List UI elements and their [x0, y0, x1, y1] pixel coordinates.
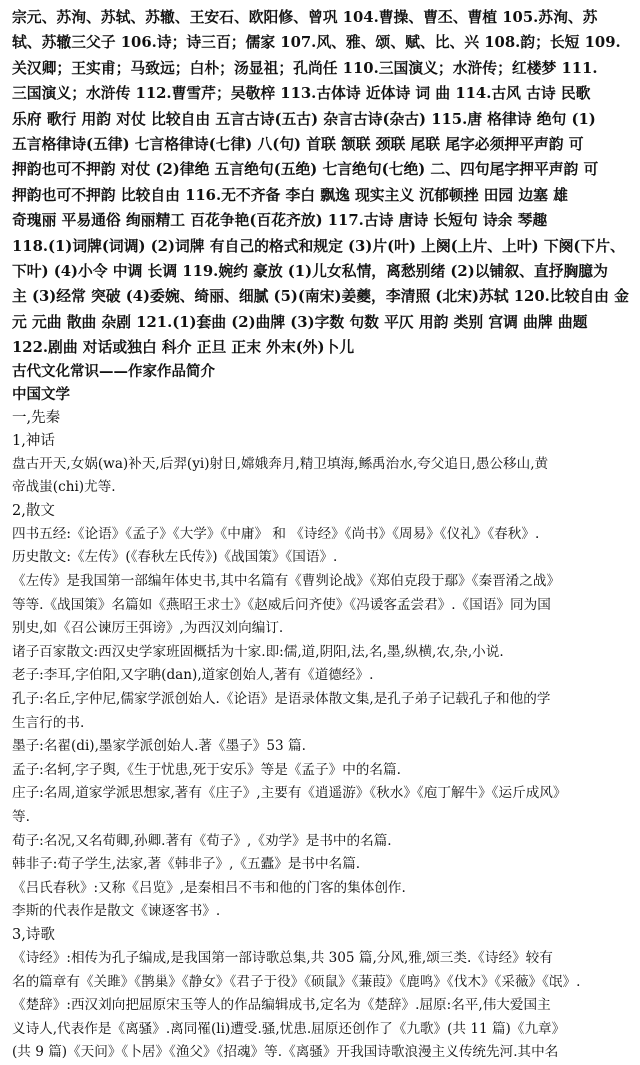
text-line: 帝战蚩(chi)尤等.	[12, 479, 116, 496]
text-line: 等.	[12, 809, 30, 825]
section-title: 古代文化常识——作家作品简介	[12, 363, 215, 380]
text-line: 诸子百家散文:西汉史学家班固概括为十家.即:儒,道,阴阳,法,名,墨,纵横,农,杂,小说.	[12, 643, 504, 660]
subheading-poetry: 3,诗歌	[12, 926, 55, 943]
prose-paragraph	[12, 523, 626, 924]
answer-line: 五言格律诗(五律) 七言格律诗(七律) 八(句) 首联 颔联 颈联 尾联 尾字必须押平声韵 可	[12, 136, 584, 154]
text-line: 等等.《战国策》名篇如《燕昭王求士》《赵威后问齐使》《冯谖客孟尝君》.《国语》同为国	[12, 596, 551, 613]
answer-line: 元 元曲 散曲 杂剧 121.(1)套曲 (2)曲牌 (3)字数 句数 平仄 用韵 类别 宫调 曲牌 曲题	[12, 313, 588, 331]
text-line: 老子:李耳,字伯阳,又字聃(dan),道家创始人,著有《道德经》.	[12, 667, 374, 684]
myth-paragraph	[12, 453, 626, 500]
answer-line: 三国演义；水浒传 112.曹雪芹；吴敬梓 113.古体诗 近体诗 词 曲 114.古风 古诗 民歌	[12, 85, 591, 103]
text-line: 荀子:名况,又名荀卿,孙卿.著有《荀子》,《劝学》是书中的名篇.	[12, 832, 392, 849]
part-heading-pre-qin: 一,先秦	[12, 409, 61, 426]
text-line: 《左传》是我国第一部编年体史书,其中名篇有《曹刿论战》《郑伯克段于鄢》《秦晋淆之战》	[12, 573, 561, 590]
text-line: 《吕氏春秋》:又称《吕览》,是秦相吕不韦和他的门客的集体创作.	[12, 879, 406, 896]
answer-line: 轼、苏辙三父子 106.诗；诗三百；儒家 107.风、雅、颂、赋、比、兴 108.韵；长短 109.	[12, 34, 621, 52]
poetry-paragraph	[12, 947, 626, 1065]
literature-title: 中国文学	[12, 386, 70, 403]
answer-line: 奇瑰丽 平易通俗 绚丽精工 百花争艳(百花齐放) 117.古诗 唐诗 长短句 诗余 琴趣	[12, 212, 548, 230]
answer-line: 主 (3)经常 突破 (4)委婉、绮丽、细腻 (5)(南宋)姜夔，李清照 (北宋)苏轼 120.比较自由 金	[12, 288, 629, 306]
answer-line: 关汉卿；王实甫；马致远；白朴；汤显祖；孔尚任 110.三国演义；水浒传；红楼梦 111.	[12, 59, 598, 77]
text-line: 韩非子:荀子学生,法家,著《韩非子》,《五蠹》是书中名篇.	[12, 856, 361, 873]
text-line: 《诗经》:相传为孔子编成,是我国第一部诗歌总集,共 305 篇,分风,雅,颂三类.《诗经》较有	[12, 949, 553, 966]
text-line: 孟子:名轲,字子舆,《生于忧患,死于安乐》等是《孟子》中的名篇.	[12, 761, 401, 778]
answer-line: 押韵也可不押韵 对仗 (2)律绝 五言绝句(五绝) 七言绝句(七绝) 二、四句尾字押平声韵 可	[12, 161, 599, 179]
answer-line: 下叶) (4)小令 中调 长调 119.婉约 豪放 (1)儿女私情，离愁别绪 (2)以铺叙、直抒胸臆为	[12, 263, 608, 281]
text-line: 庄子:名周,道家学派思想家,著有《庄子》,主要有《逍遥游》《秋水》《庖丁解牛》《运斤成风》	[12, 785, 567, 802]
subheading-myth: 1,神话	[12, 432, 55, 449]
answer-line: 122.剧曲 对话或独白 科介 正旦 正末 外末(外)卜儿	[12, 339, 355, 357]
text-line: 生言行的书.	[12, 714, 85, 731]
text-line: 墨子:名翟(di),墨家学派创始人.著《墨子》53 篇.	[12, 738, 306, 755]
text-line: 义诗人,代表作是《离骚》.离同罹(li)遭受.骚,忧患.屈原还创作了《九歌》(共 11 篇)《九章》	[12, 1020, 566, 1037]
text-line: 李斯的代表作是散文《谏逐客书》.	[12, 903, 221, 920]
answer-line: 乐府 歌行 用韵 对仗 比较自由 五言古诗(五古) 杂言古诗(杂古) 115.唐 格律诗 绝句 (1)	[12, 110, 596, 128]
answer-key-block	[12, 5, 629, 361]
text-line: 历史散文:《左传》(《春秋左氏传》)《战国策》《国语》.	[12, 549, 338, 566]
text-line: 孔子:名丘,字仲尼,儒家学派创始人.《论语》是语录体散文集,是孔子弟子记载孔子和他的学	[12, 691, 551, 708]
subheading-prose: 2,散文	[12, 502, 55, 519]
text-line: 四书五经:《论语》《孟子》《大学》《中庸》 和 《诗经》《尚书》《周易》《仪礼》《春秋》.	[12, 525, 540, 542]
answer-line: 118.(1)词牌(词调) (2)词牌 有自己的格式和规定 (3)片(叶) 上阕(上片、上叶) 下阕(下片、	[12, 237, 625, 255]
text-line: 别史,如《召公谏厉王弭谤》,为西汉刘向编订.	[12, 620, 284, 637]
text-line: (共 9 篇)《天问》《卜居》《渔父》《招魂》等.《离骚》开我国诗歌浪漫主义传统先河.其中名	[12, 1044, 559, 1061]
text-line: 名的篇章有《关雎》《鹊巢》《静女》《君子于役》《硕鼠》《蒹葭》《鹿鸣》《伐木》《采薇》《氓》.	[12, 973, 581, 990]
text-line: 盘古开天,女娲(wa)补天,后羿(yi)射日,嫦娥奔月,精卫填海,鲧禹治水,夸父追日,愚公移山,黄	[12, 455, 549, 472]
answer-line: 押韵也可不押韵 比较自由 116.无不齐备 李白 飘逸 现实主义 沉郁顿挫 田园 边塞 雄	[12, 186, 568, 204]
answer-line: 宗元、苏洵、苏轼、苏辙、王安石、欧阳修、曾巩 104.曹操、曹丕、曹植 105.苏洵、苏	[12, 9, 598, 26]
text-line: 《楚辞》:西汉刘向把屈原宋玉等人的作品编辑成书,定名为《楚辞》.屈原:名平,伟大爱国主	[12, 997, 551, 1014]
